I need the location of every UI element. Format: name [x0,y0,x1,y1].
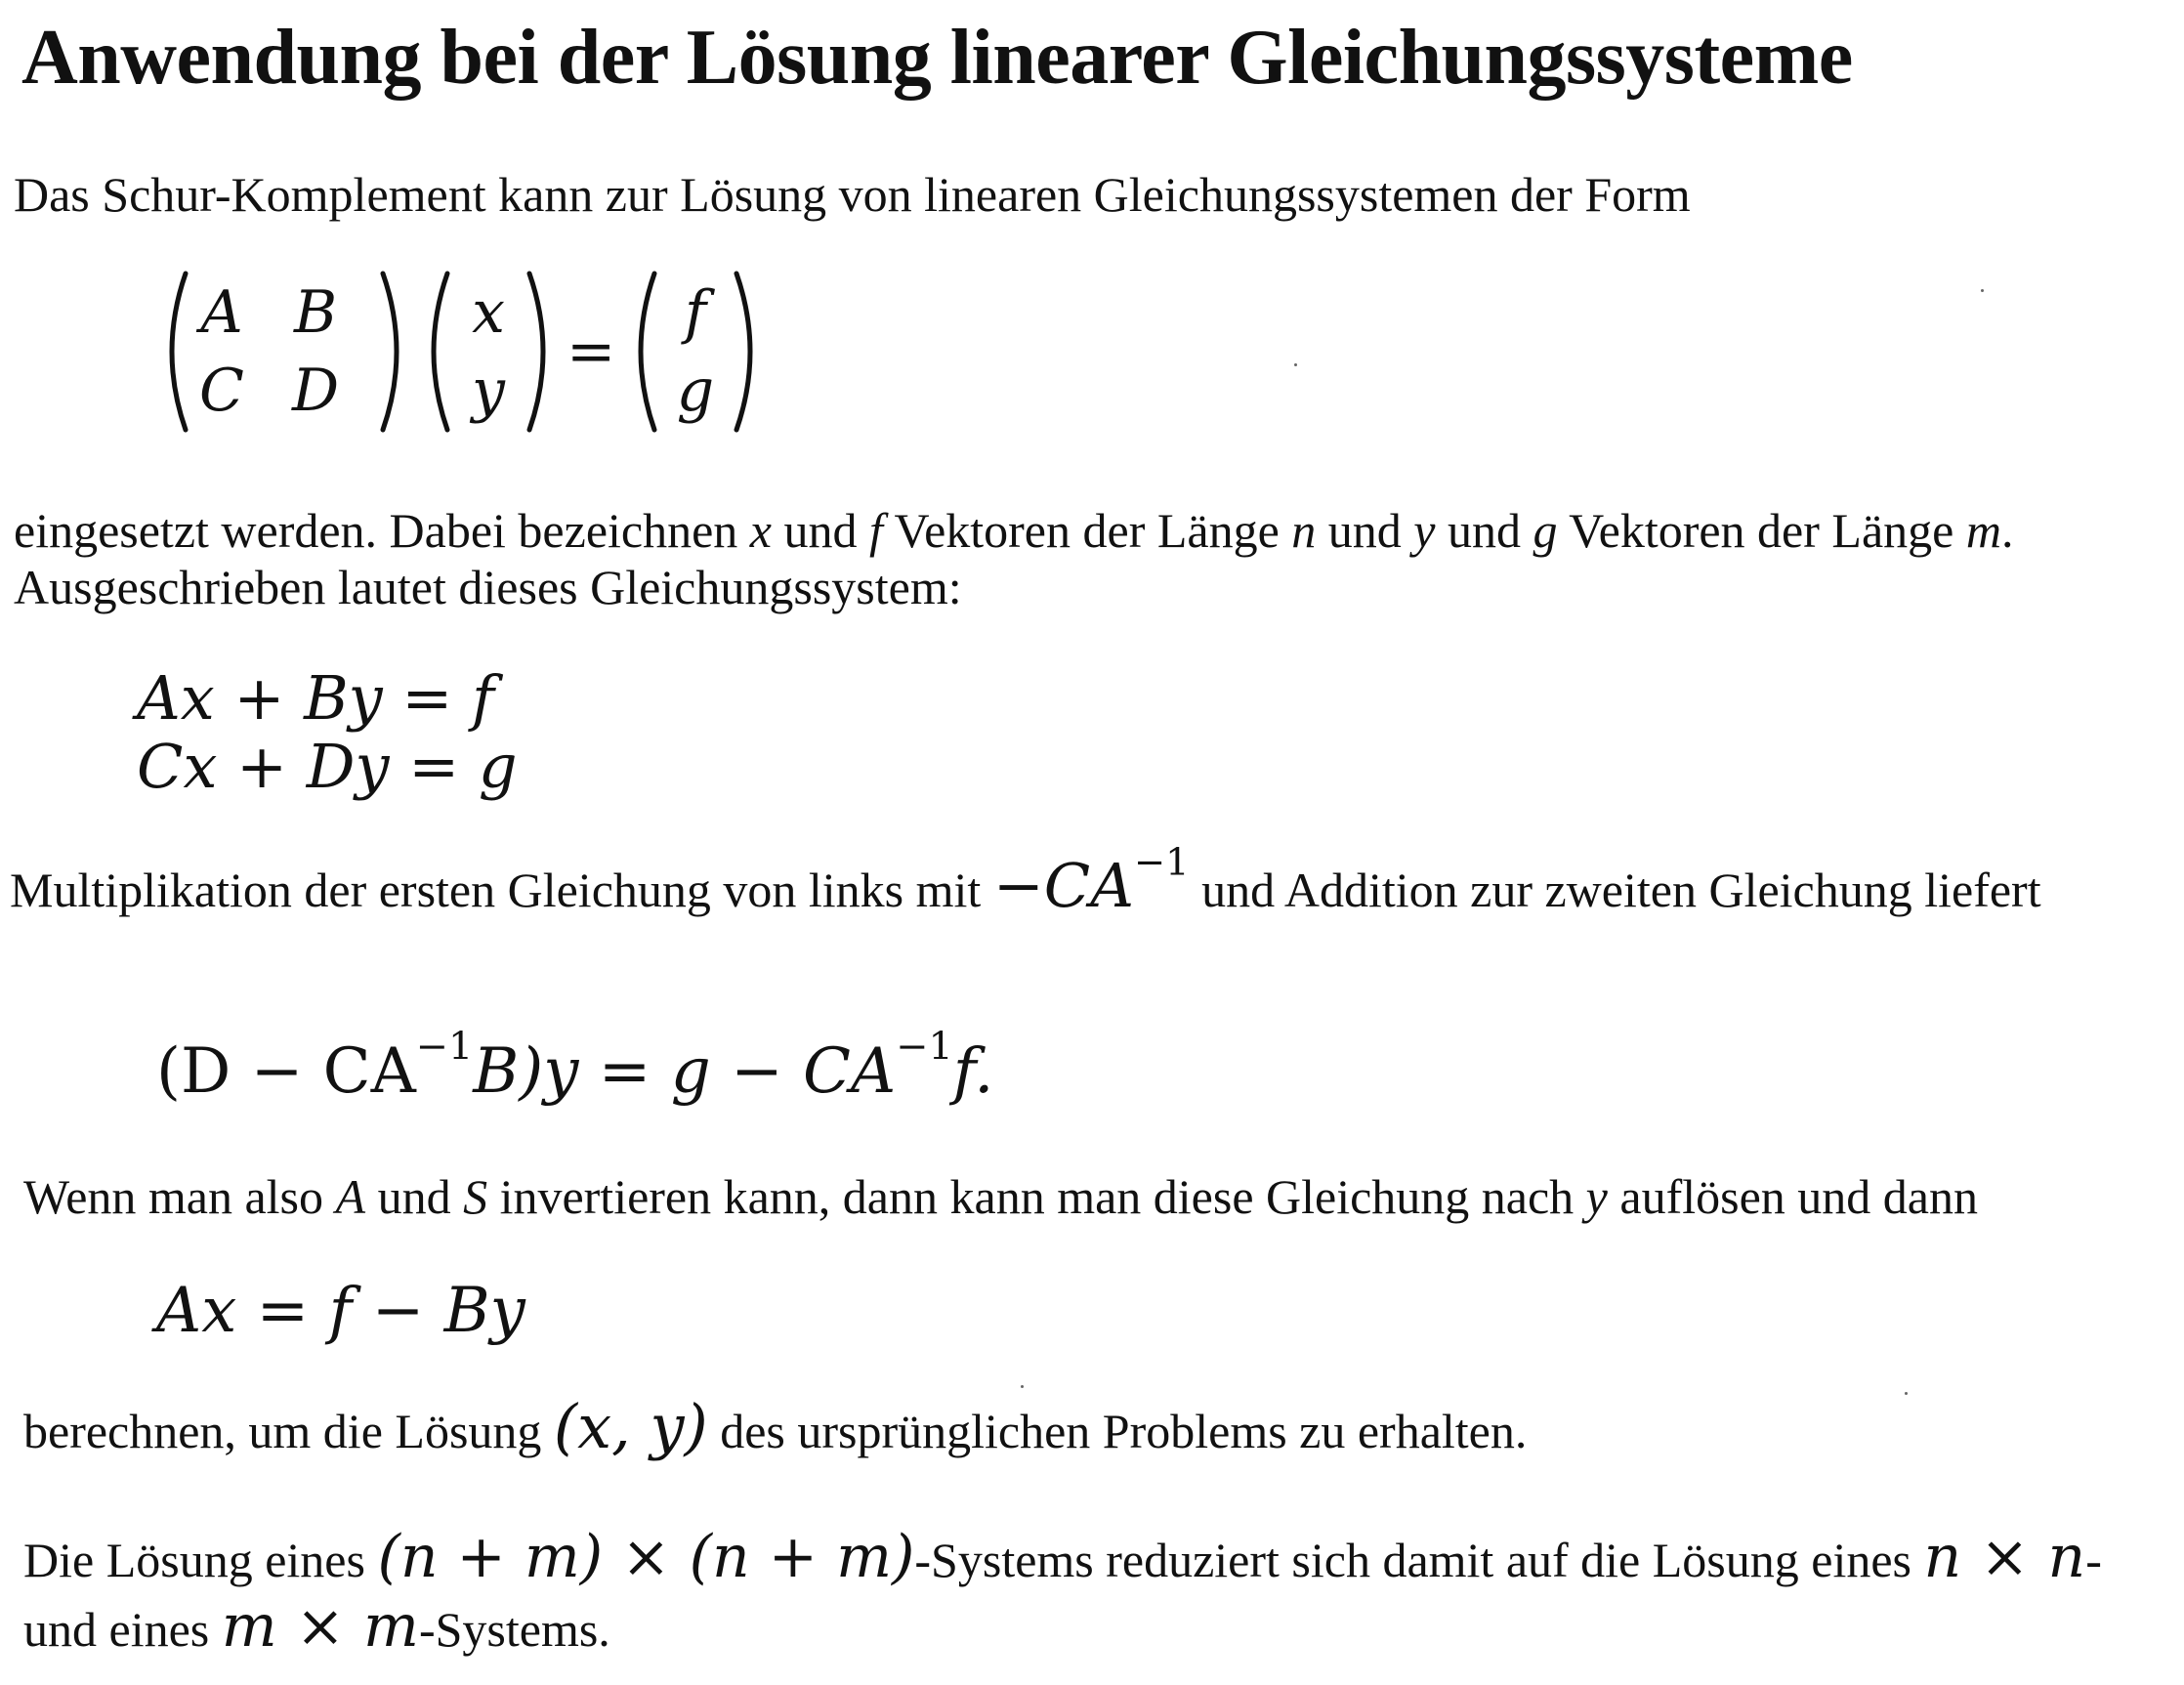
text-span: -Systems reduziert sich damit auf die Lösung eines [914,1533,1924,1587]
vector-f: f [684,278,707,347]
equals-sign: = [567,317,616,386]
math-part: B)y = g − CA [473,1035,897,1108]
text-span: -Systems. [418,1602,610,1657]
equation-1: Ax + By = f [137,662,495,734]
vector-x: x [472,278,505,347]
scan-speck [1294,363,1297,366]
text-span: . [2000,503,2014,558]
var-n: n [1291,503,1317,558]
text-span: Vektoren der Länge [1557,503,1966,558]
var-s: S [463,1169,488,1224]
scan-speck [1981,289,1984,292]
scan-speck [1021,1385,1024,1388]
math-superscript: −1 [415,1024,474,1070]
schur-complement-equation [156,1024,994,1108]
reduction-line-2 [23,1593,2102,1663]
matrix-cell-c: C [199,357,244,425]
var-m: m [1965,503,2001,558]
text-span: Wenn man also [23,1169,336,1224]
text-span: - [2085,1533,2102,1587]
math-part: f. [952,1035,994,1108]
math-m-by-m: m × m [221,1592,419,1661]
var-y: y [1585,1169,1608,1224]
equation-2: Cx + Dy = g [137,731,518,802]
math-part: (D − CA [156,1035,416,1108]
text-span: invertieren kann, dann kann man diese Gleichung nach [487,1169,1586,1224]
text-span: und [1435,503,1533,558]
text-span: des ursprünglichen Problems zu erhalten. [707,1404,1528,1458]
text-span: eingesetzt werden. Dabei bezeichnen [14,503,750,558]
reduction-paragraph [23,1524,2102,1663]
text-span: und Addition zur zweiten Gleichung liefert [1189,863,2041,917]
reduction-line-1 [23,1524,2102,1593]
vector-y: y [472,357,505,425]
vector-definition-line-2: Ausgeschrieben lautet dieses Gleichungssystem: [14,560,962,614]
math-minus-ca-inverse [992,840,1190,921]
var-y: y [1413,503,1436,558]
matrix-equation [156,264,781,440]
text-span: auflösen und dann [1607,1169,1978,1224]
vector-definition-paragraph [14,502,2013,615]
intro-paragraph: Das Schur-Komplement kann zur Lösung von linearen Gleichungssystemen der Form [14,167,1691,222]
scan-speck [1905,1392,1908,1395]
var-x: x [749,503,772,558]
text-span: Vektoren der Länge [882,503,1292,558]
solution-paragraph [23,1391,1528,1462]
text-span: und [772,503,869,558]
text-span: Die Lösung eines [23,1533,378,1587]
math-superscript: −1 [1133,840,1190,885]
equation-system [137,664,518,801]
var-g: g [1533,503,1558,558]
math-solution-pair: (x, y) [553,1391,708,1462]
math-n-by-n: n × n [1923,1523,2086,1591]
text-span: und [1316,503,1414,558]
text-span: berechnen, um die Lösung [23,1404,554,1458]
matrix-cell-a: A [200,278,243,347]
text-span: und [365,1169,464,1224]
text-span: und eines [23,1602,222,1657]
matrix-cell-b: B [293,278,338,347]
vector-g: g [676,357,715,425]
multiplication-paragraph [10,840,2041,921]
var-f: f [869,503,883,558]
matrix-cell-d: D [291,357,340,425]
var-a: A [335,1169,366,1224]
text-span: Multiplikation der ersten Gleichung von links mit [10,863,993,917]
math-superscript: −1 [896,1024,953,1070]
math-system-size: (n + m) × (n + m) [377,1523,915,1591]
inversion-paragraph [23,1168,1978,1225]
vector-definition-line-1 [14,502,2013,559]
back-substitution-equation: Ax = f − By [156,1275,525,1347]
page-title: Anwendung bei der Lösung linearer Gleichungssysteme [21,15,1853,101]
math-base: −CA [992,850,1134,921]
